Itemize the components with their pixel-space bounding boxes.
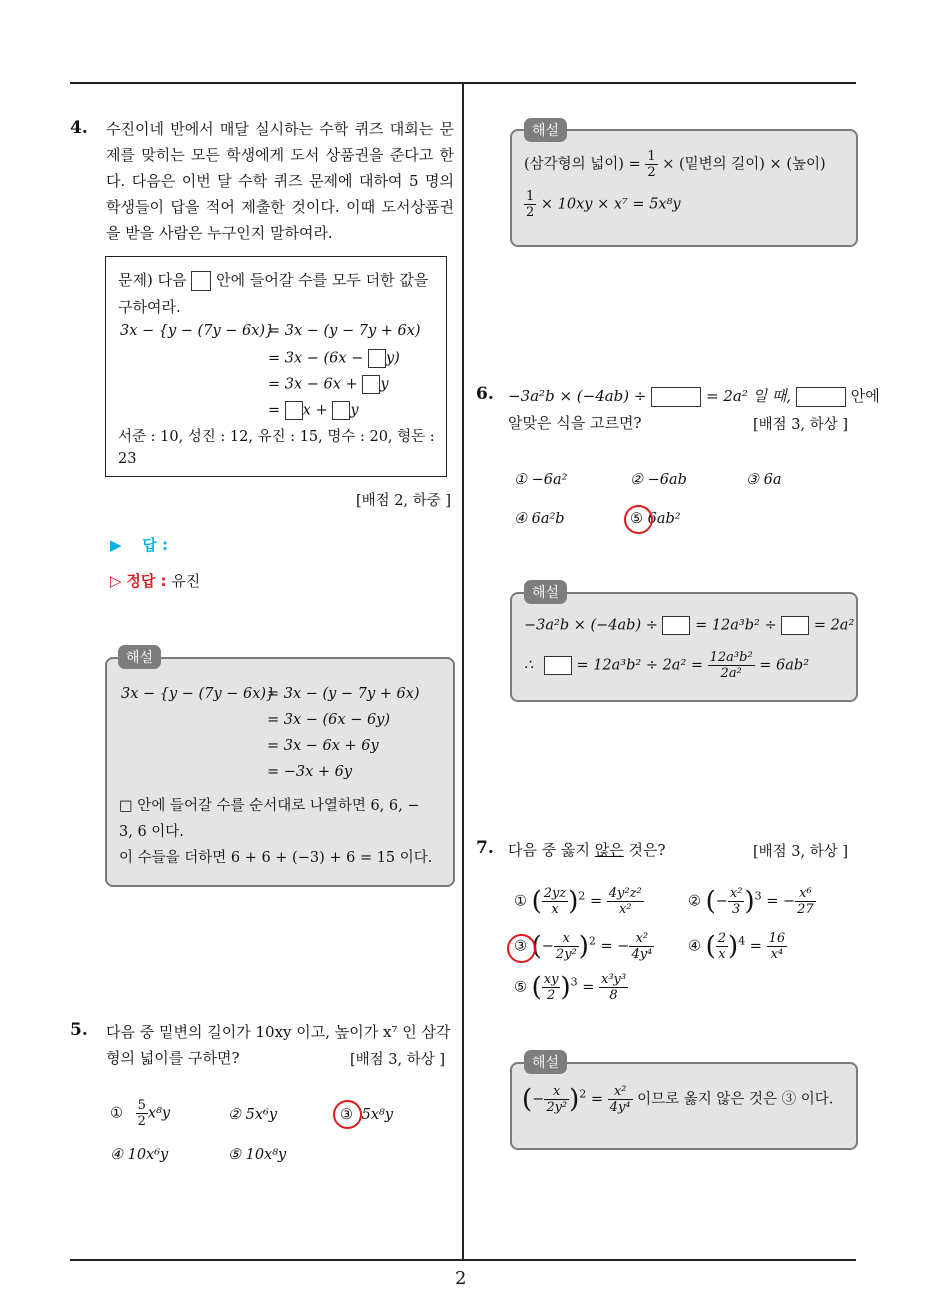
sol-line-1 — [524, 149, 826, 180]
option-number: ① — [110, 1105, 123, 1122]
solution-tag: 해설 — [524, 1050, 567, 1074]
exponent: 2 — [578, 889, 586, 903]
frac-den: 2 — [526, 205, 535, 220]
score-label: [배점 2, 하중 ] — [356, 493, 452, 509]
frac-den: x — [718, 947, 726, 962]
answer-arrow-icon: ▶ — [110, 536, 122, 554]
equation-rhs-2 — [268, 349, 400, 368]
selected-answer-circle — [507, 934, 536, 963]
frac-num: 2yz — [543, 886, 567, 901]
option-3[interactable]: ③ 6a — [746, 472, 782, 488]
option-1[interactable]: ① −6a² — [514, 472, 568, 488]
eq2-b: y) — [385, 350, 400, 367]
option-number: ④ — [688, 938, 701, 955]
sol-l1-a: −3a²b × (−4ab) ÷ — [524, 617, 658, 634]
frac-den: 2 — [137, 1114, 146, 1129]
eq3-a: = 3x − 6x + — [268, 376, 358, 393]
solution-box — [510, 129, 858, 247]
frac-den: 4y⁴ — [631, 947, 653, 962]
frac-den: 8 — [609, 988, 618, 1003]
question-number: 4. — [70, 118, 88, 138]
bottom-rule — [70, 1259, 856, 1261]
q7-text-b: 것은? — [628, 841, 666, 859]
box-intro-b: 안에 들어갈 수를 모두 더한 값을 — [216, 271, 429, 289]
option-number: ① — [514, 893, 527, 910]
correct-value: 유진 — [171, 572, 201, 590]
blank-box — [285, 401, 303, 420]
option-2[interactable]: ② 5x⁶y — [228, 1107, 278, 1123]
solution-tag: 해설 — [524, 118, 567, 142]
sol-l2-c: = 6ab² — [759, 657, 810, 674]
frac-num: 4y²z² — [608, 886, 642, 901]
answer-label: 답 : — [142, 536, 169, 554]
option-value: 6ab² — [647, 511, 681, 527]
sol-l2-b: × 10xy × x⁷ = 5x⁸y — [540, 196, 681, 213]
frac-den: x² — [618, 902, 632, 917]
frac-num: 5 — [137, 1098, 146, 1113]
question-text: 수진이네 반에서 매달 실시하는 수학 퀴즈 대회는 문제를 맞히는 모든 학생에게 도서 상품권을 준다고 한다. 다음은 이번 달 수학 퀴즈 문제에 대하여 5 명의 학생들이 답을 적어 제출한 것이다. 이때 도서상품권을 받을 사람은 누구인지 말하여라. — [106, 120, 454, 242]
sol-text: 이므로 옳지 않은 것은 ③ 이다. — [637, 1091, 834, 1108]
option-number: ⑤ — [514, 979, 527, 996]
option-5[interactable]: ⑤ ( $\frac{xy}{2}$ )$^3$ = $\frac{\text{x³y³}}{8}$ — [514, 972, 627, 1003]
selected-answer-circle — [624, 505, 653, 534]
eq3-b: y — [380, 376, 389, 393]
frac-num: x⁶ — [795, 886, 816, 902]
frac-den: 2y² — [546, 1100, 568, 1115]
exponent: 2 — [588, 934, 596, 948]
box-intro-c: 구하여라. — [118, 298, 181, 316]
sol-line: (− $\frac{x}{\text{2y²}}$ )$^2$ = $\frac{\text{x²}}{\text{4y⁴}}$ 이므로 옳지 않은 것은 ③ 이다. — [522, 1084, 834, 1115]
frac-num: 1 — [526, 189, 535, 204]
frac-den: 2y² — [555, 947, 577, 962]
option-1[interactable]: ① ( $\frac{2yz}{x}$ )$^2$ = $\frac{\text{4y²z²}}{\text{x²}}$ — [514, 886, 642, 917]
blank-box — [362, 375, 380, 394]
student-answers: 서준 : 10, 성진 : 12, 유진 : 15, 명수 : 20, 형돈 : — [118, 429, 435, 445]
sol-l1-b: × (밑변의 길이) × (높이) — [662, 156, 826, 173]
frac-den: 2 — [647, 165, 656, 180]
problem-box — [105, 256, 447, 477]
sol-lhs: 3x − {y − (7y − 6x)} — [121, 686, 276, 702]
solution-tag: 해설 — [118, 645, 161, 669]
sol-text-2: 3, 6 이다. — [119, 824, 184, 840]
score-label: [배점 3, 하상 ] — [753, 844, 849, 860]
question-number: 5. — [70, 1020, 88, 1040]
fraction — [708, 650, 755, 681]
question-text-line1 — [508, 385, 880, 407]
exponent: 3 — [754, 889, 762, 903]
option-number: ③ — [514, 938, 527, 955]
blank-box — [368, 349, 386, 368]
exponent: 4 — [738, 934, 746, 948]
sol-text-3: 이 수들을 더하면 6 + 6 + (−3) + 6 = 15 이다. — [119, 850, 433, 866]
frac-den: 4y⁴ — [609, 1100, 631, 1115]
sol-rhs-1: = 3x − (y − 7y + 6x) — [267, 686, 420, 702]
q6-text-c: 안에 — [850, 387, 880, 405]
frac-den: 27 — [797, 902, 814, 917]
option-number: ⑤ — [630, 511, 643, 527]
option-1[interactable] — [110, 1098, 170, 1129]
sol-rhs-4: = −3x + 6y — [267, 764, 353, 780]
question-number: 6. — [476, 384, 494, 404]
sol-line-2 — [524, 650, 809, 681]
option-number: ③ — [340, 1107, 353, 1123]
page-number: 2 — [455, 1268, 467, 1289]
fraction — [524, 189, 536, 220]
blank-box — [651, 387, 701, 407]
question-number: 7. — [476, 838, 494, 858]
blank-box — [796, 387, 846, 407]
blank-box — [332, 401, 350, 420]
question-text-a: 다음 중 밑변의 길이가 10xy 이고, 높이가 x⁷ 인 삼각 — [106, 1023, 451, 1041]
equation-rhs-4 — [268, 401, 359, 420]
sol-rhs-2: = 3x − (6x − 6y) — [267, 712, 391, 728]
eq4-b: x + — [302, 402, 328, 419]
blank-box — [544, 656, 572, 675]
frac-num: x³y³ — [600, 972, 627, 987]
option-4[interactable]: ④ 10x⁶y — [110, 1147, 169, 1163]
question-text-line2: 알맞은 식을 고르면? — [508, 414, 642, 432]
sol-line-1 — [524, 616, 854, 635]
sol-l1-c: = 2a² — [813, 617, 855, 634]
selected-answer-circle — [333, 1100, 362, 1129]
option-4[interactable]: ④ ( $\frac{2}{x}$ )$^4$ = $\frac{16}{\text{x⁴}}$ — [688, 931, 786, 962]
exponent: 3 — [570, 975, 578, 989]
option-3[interactable]: ③ (− $\frac{x}{\text{2y²}}$ )$^2$ = − $\frac{\text{x²}}{\text{4y⁴}}$ — [514, 931, 653, 962]
question-text-b: 형의 넓이를 구하면? — [106, 1049, 240, 1067]
option-value: 5x⁸y — [361, 1107, 394, 1123]
frac-den: x — [551, 902, 559, 917]
score-label: [배점 3, 하상 ] — [753, 417, 849, 433]
frac-num: x² — [729, 886, 743, 901]
sol-line-2 — [524, 189, 681, 220]
q7-text-a: 다음 중 옳지 — [508, 841, 590, 859]
sol-rhs-3: = 3x − 6x + 6y — [267, 738, 379, 754]
fraction — [136, 1098, 148, 1129]
q6-text-b: = 2a² 일 때, — [706, 387, 792, 405]
equation-lhs: 3x − {y − (7y − 6x)} — [120, 323, 275, 339]
solution-tag: 해설 — [524, 580, 567, 604]
blank-box — [191, 271, 211, 291]
option-5[interactable]: ⑤ 10x⁸y — [228, 1147, 287, 1163]
eq4-c: y — [350, 402, 359, 419]
blank-box — [781, 616, 809, 635]
frac-den: 2a² — [720, 666, 742, 681]
option-number: ② — [688, 893, 701, 910]
option-2[interactable]: ② −6ab — [630, 472, 687, 488]
box-intro-a: 문제) 다음 — [118, 271, 187, 289]
sol-l1-a: (삼각형의 넓이) = — [524, 156, 641, 173]
option-4[interactable]: ④ 6a²b — [514, 511, 565, 527]
question-text — [508, 839, 666, 860]
frac-num: 2 — [717, 931, 727, 946]
eq2-a: = 3x − (6x − — [268, 350, 364, 367]
frac-num: 1 — [647, 149, 656, 164]
q6-text-a: −3a²b × (−4ab) ÷ — [508, 387, 647, 405]
eq4-a: = — [268, 402, 281, 419]
solution-box — [510, 1062, 858, 1150]
option-tail: x⁸y — [147, 1105, 171, 1122]
frac-den: 2 — [546, 988, 556, 1003]
exponent: 2 — [579, 1087, 587, 1101]
equation-rhs-3 — [268, 375, 389, 394]
box-intro — [118, 269, 428, 291]
frac-num: x — [544, 1084, 569, 1100]
solution-box — [510, 592, 858, 702]
solution-box — [105, 657, 455, 887]
correct-answer-row — [110, 570, 200, 591]
frac-den: x⁴ — [770, 947, 784, 962]
frac-den: 3 — [732, 902, 741, 917]
correct-label: 정답 : — [126, 572, 167, 590]
sol-l1-b: = 12a³b² ÷ — [695, 617, 777, 634]
frac-num: x² — [629, 931, 654, 947]
sol-l2-a: ∴ — [524, 657, 534, 674]
student-answers-cont: 23 — [118, 451, 137, 467]
column-divider — [462, 82, 464, 1260]
correct-arrow-icon: ▷ — [110, 572, 122, 590]
answer-row — [110, 534, 168, 555]
q7-text-underlined: 않은 — [594, 841, 624, 859]
frac-num: x² — [608, 1084, 633, 1100]
option-2[interactable]: ② (− $\frac{\text{x²}}{3}$ )$^3$ = − $\frac{\text{x⁶}}{27}$ — [688, 886, 814, 917]
frac-num: x — [554, 931, 579, 947]
frac-num: 12a³b² — [709, 650, 753, 665]
equation-rhs-1: = 3x − (y − 7y + 6x) — [268, 323, 421, 339]
fraction — [645, 149, 657, 180]
score-label: [배점 3, 하상 ] — [350, 1052, 446, 1068]
frac-num: 16 — [768, 931, 786, 946]
sol-text-1: □ 안에 들어갈 수를 순서대로 나열하면 6, 6, − — [119, 798, 420, 814]
sol-l2-b: = 12a³b² ÷ 2a² = — [576, 657, 704, 674]
blank-box — [662, 616, 690, 635]
frac-num: xy — [543, 972, 559, 987]
